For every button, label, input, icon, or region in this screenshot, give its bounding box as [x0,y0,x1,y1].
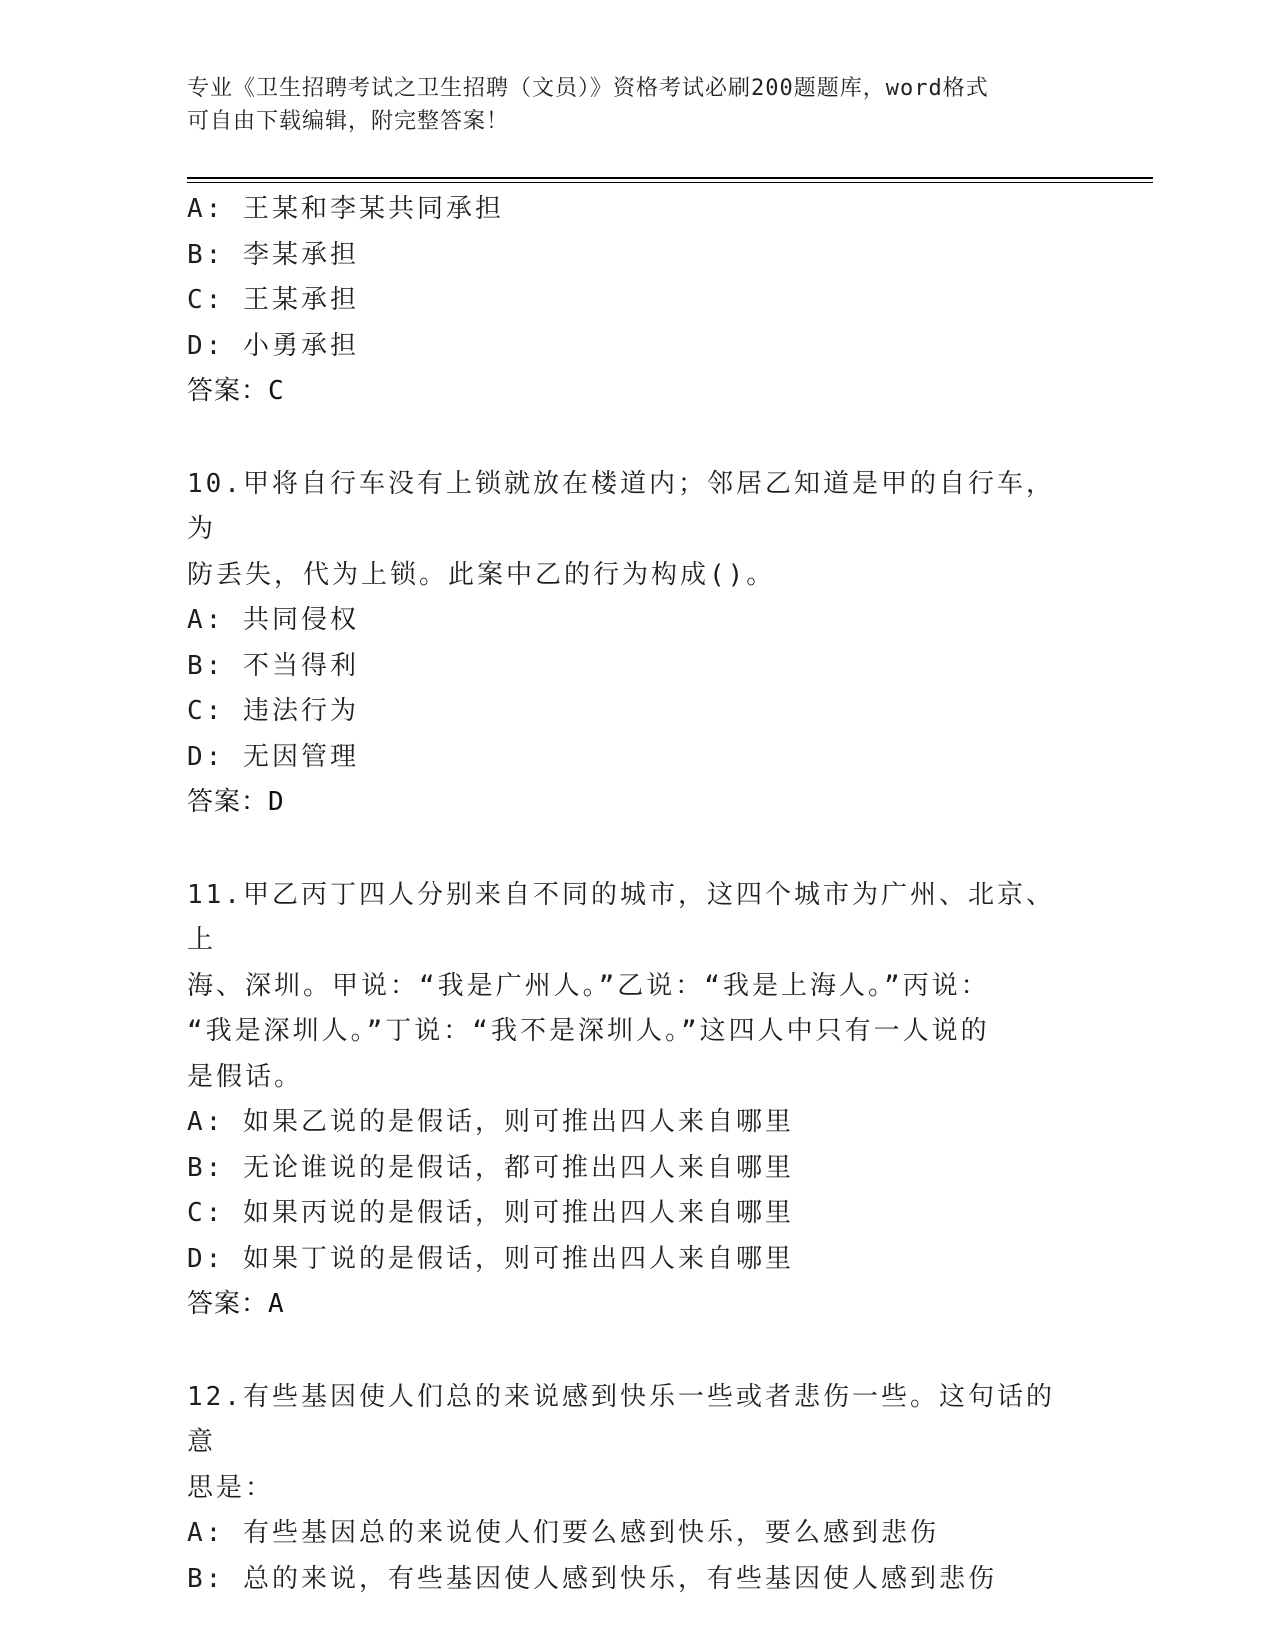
option-d: D: 如果丁说的是假话，则可推出四人来自哪里 [187,1243,794,1274]
answer-line: 答案：C [187,376,285,406]
spacer [187,826,1087,873]
question-stem-line: 是假话。 [187,1061,304,1092]
option-a: A: 如果乙说的是假话，则可推出四人来自哪里 [187,1107,794,1137]
option-a: A: 王某和李某共同承担 [187,194,504,224]
question-stem-line: “我是深圳人。”丁说：“我不是深圳人。”这四人中只有一人说的 [187,1016,990,1046]
question-9-block [187,187,1087,415]
header-rule-thin [187,182,1153,183]
option-c: C: 违法行为 [187,696,359,726]
option-c: C: 王某承担 [187,285,359,315]
question-stem-line: 12.有些基因使人们总的来说感到快乐一些或者悲伤一些。这句话的意 [187,1381,1055,1457]
question-stem-line: 思是： [187,1472,275,1503]
question-11-block [187,873,1087,1328]
question-10-block [187,462,1087,826]
answer-line: 答案：D [187,787,285,817]
option-b: B: 李某承担 [187,239,359,270]
option-a: A: 有些基因总的来说使人们要么感到快乐，要么感到悲伤 [187,1518,939,1548]
option-b: B: 无论谁说的是假话，都可推出四人来自哪里 [187,1152,794,1183]
question-12-block [187,1375,1087,1603]
option-a: A: 共同侵权 [187,605,359,635]
spacer [187,415,1087,462]
option-b: B: 不当得利 [187,650,359,681]
page-header [187,72,1067,138]
question-stem-line: 11.甲乙丙丁四人分别来自不同的城市，这四个城市为广州、北京、上 [187,879,1055,955]
question-stem-line: 海、深圳。甲说：“我是广州人。”乙说：“我是上海人。”丙说： [187,970,990,1001]
option-d: D: 无因管理 [187,741,359,772]
header-rule-thick [187,177,1153,179]
header-title-line-2: 可自由下载编辑，附完整答案！ [187,109,510,134]
question-stem-line: 10.甲将自行车没有上锁就放在楼道内；邻居乙知道是甲的自行车，为 [187,468,1055,544]
answer-line: 答案：A [187,1289,285,1319]
document-body [187,187,1087,1602]
option-d: D: 小勇承担 [187,330,359,361]
option-c: C: 如果丙说的是假话，则可推出四人来自哪里 [187,1198,794,1228]
header-title-line-1: 专业《卫生招聘考试之卫生招聘（文员）》资格考试必刷200题题库，word格式 [187,76,989,101]
option-b: B: 总的来说，有些基因使人感到快乐，有些基因使人感到悲伤 [187,1563,997,1594]
spacer [187,1328,1087,1375]
question-stem-line: 防丢失，代为上锁。此案中乙的行为构成()。 [187,559,776,590]
